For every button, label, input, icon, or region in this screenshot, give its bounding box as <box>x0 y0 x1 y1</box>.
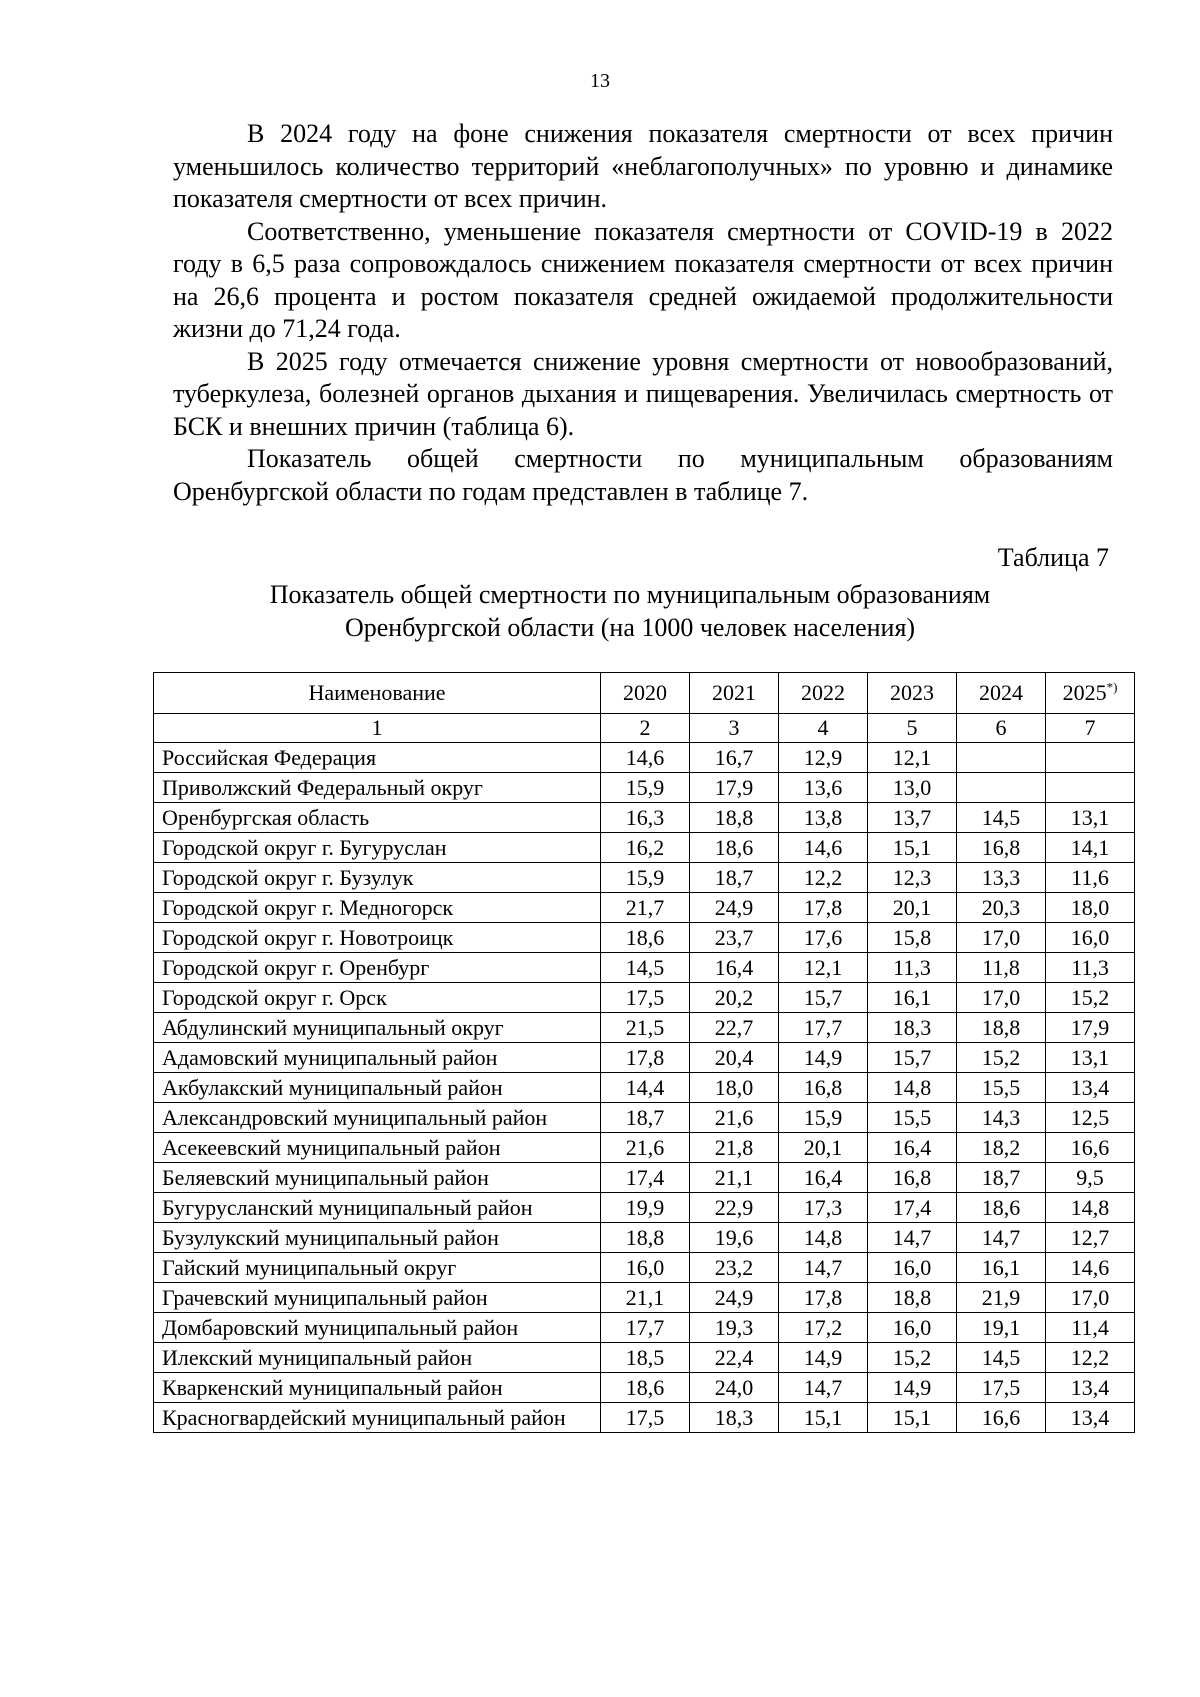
column-index: 2 <box>601 714 690 743</box>
page-number: 13 <box>590 70 610 92</box>
value-cell: 17,3 <box>779 1193 868 1223</box>
value-cell: 16,6 <box>1046 1133 1135 1163</box>
table-row <box>154 893 1135 923</box>
value-cell: 16,0 <box>868 1313 957 1343</box>
value-cell: 21,5 <box>601 1013 690 1043</box>
header-year: 2022 <box>779 673 868 714</box>
territory-name-cell: Приволжский Федеральный округ <box>154 773 601 803</box>
value-cell <box>957 743 1046 773</box>
value-cell: 16,8 <box>957 833 1046 863</box>
column-index-row <box>154 714 1135 743</box>
value-cell: 13,3 <box>957 863 1046 893</box>
territory-name-cell: Оренбургская область <box>154 803 601 833</box>
value-cell: 14,1 <box>1046 833 1135 863</box>
value-cell: 14,7 <box>779 1253 868 1283</box>
table-row <box>154 1343 1135 1373</box>
value-cell: 12,1 <box>868 743 957 773</box>
value-cell: 13,0 <box>868 773 957 803</box>
table-row <box>154 983 1135 1013</box>
value-cell: 12,5 <box>1046 1103 1135 1133</box>
value-cell: 17,5 <box>957 1373 1046 1403</box>
table-row <box>154 1103 1135 1133</box>
territory-name-cell: Беляевский муниципальный район <box>154 1163 601 1193</box>
value-cell: 13,7 <box>868 803 957 833</box>
territory-name-cell: Домбаровский муниципальный район <box>154 1313 601 1343</box>
header-year: 2020 <box>601 673 690 714</box>
value-cell: 15,8 <box>868 923 957 953</box>
table-header-row <box>154 673 1135 714</box>
header-name: Наименование <box>154 673 601 714</box>
header-year: 2024 <box>957 673 1046 714</box>
value-cell: 14,9 <box>779 1043 868 1073</box>
value-cell: 18,6 <box>690 833 779 863</box>
value-cell: 16,4 <box>690 953 779 983</box>
value-cell: 18,6 <box>601 923 690 953</box>
value-cell: 23,2 <box>690 1253 779 1283</box>
value-cell: 18,3 <box>868 1013 957 1043</box>
value-cell: 16,1 <box>868 983 957 1013</box>
table-row <box>154 923 1135 953</box>
column-index: 5 <box>868 714 957 743</box>
value-cell: 19,9 <box>601 1193 690 1223</box>
value-cell: 24,9 <box>690 1283 779 1313</box>
value-cell: 15,5 <box>957 1073 1046 1103</box>
value-cell: 14,9 <box>868 1373 957 1403</box>
value-cell: 14,5 <box>957 803 1046 833</box>
value-cell: 22,9 <box>690 1193 779 1223</box>
table-row <box>154 1403 1135 1433</box>
value-cell: 20,2 <box>690 983 779 1013</box>
territory-name-cell: Бузулукский муниципальный район <box>154 1223 601 1253</box>
table-row <box>154 1073 1135 1103</box>
value-cell: 22,4 <box>690 1343 779 1373</box>
value-cell: 14,8 <box>779 1223 868 1253</box>
value-cell: 13,4 <box>1046 1073 1135 1103</box>
paragraph: Показатель общей смертности по муниципальным образованиям Оренбургской области по годам представлен в таблице 7. <box>173 444 1113 506</box>
value-cell: 16,2 <box>601 833 690 863</box>
value-cell: 21,6 <box>601 1133 690 1163</box>
table-row <box>154 1193 1135 1223</box>
value-cell: 18,2 <box>957 1133 1046 1163</box>
value-cell: 12,2 <box>1046 1343 1135 1373</box>
value-cell: 15,2 <box>1046 983 1135 1013</box>
value-cell: 17,7 <box>601 1313 690 1343</box>
value-cell: 12,2 <box>779 863 868 893</box>
value-cell: 23,7 <box>690 923 779 953</box>
territory-name-cell: Акбулакский муниципальный район <box>154 1073 601 1103</box>
header-year <box>1046 673 1135 714</box>
table-row <box>154 1373 1135 1403</box>
value-cell: 18,6 <box>601 1373 690 1403</box>
paragraph: В 2025 году отмечается снижение уровня смертности от новообразований, туберкулеза, болезней органов дыхания и пищеварения. Увеличилась смертность от БСК и внешних причин (таблица 6). <box>173 346 1113 441</box>
value-cell: 11,3 <box>868 953 957 983</box>
value-cell: 14,7 <box>957 1223 1046 1253</box>
value-cell: 18,7 <box>601 1103 690 1133</box>
territory-name-cell: Городской округ г. Оренбург <box>154 953 601 983</box>
value-cell: 11,8 <box>957 953 1046 983</box>
table-row <box>154 1043 1135 1073</box>
footnote-mark: *) <box>1106 679 1118 695</box>
value-cell: 18,5 <box>601 1343 690 1373</box>
value-cell: 18,7 <box>690 863 779 893</box>
value-cell: 16,0 <box>868 1253 957 1283</box>
territory-name-cell: Городской округ г. Бугуруслан <box>154 833 601 863</box>
table-title: Показатель общей смертности по муниципальным образованиям Оренбургской области (на 1000 человек населения) <box>269 580 991 642</box>
value-cell: 14,9 <box>779 1343 868 1373</box>
value-cell: 14,8 <box>1046 1193 1135 1223</box>
value-cell: 15,1 <box>868 1403 957 1433</box>
value-cell: 13,6 <box>779 773 868 803</box>
value-cell: 17,8 <box>779 893 868 923</box>
value-cell: 13,8 <box>779 803 868 833</box>
value-cell: 21,9 <box>957 1283 1046 1313</box>
value-cell: 16,6 <box>957 1403 1046 1433</box>
territory-name-cell: Российская Федерация <box>154 743 601 773</box>
table-row <box>154 743 1135 773</box>
value-cell: 18,8 <box>601 1223 690 1253</box>
table-row <box>154 1133 1135 1163</box>
value-cell: 18,8 <box>868 1283 957 1313</box>
value-cell: 15,9 <box>601 863 690 893</box>
value-cell: 16,7 <box>690 743 779 773</box>
value-cell: 19,3 <box>690 1313 779 1343</box>
value-cell: 11,6 <box>1046 863 1135 893</box>
value-cell: 9,5 <box>1046 1163 1135 1193</box>
table-row <box>154 1313 1135 1343</box>
value-cell: 15,9 <box>779 1103 868 1133</box>
value-cell: 16,0 <box>601 1253 690 1283</box>
value-cell: 17,5 <box>601 1403 690 1433</box>
table-row <box>154 1163 1135 1193</box>
value-cell: 11,4 <box>1046 1313 1135 1343</box>
value-cell: 18,0 <box>1046 893 1135 923</box>
value-cell: 24,0 <box>690 1373 779 1403</box>
value-cell: 15,2 <box>868 1343 957 1373</box>
value-cell: 12,3 <box>868 863 957 893</box>
value-cell <box>1046 773 1135 803</box>
value-cell: 16,3 <box>601 803 690 833</box>
value-cell: 14,4 <box>601 1073 690 1103</box>
table-row <box>154 1223 1135 1253</box>
table-row <box>154 773 1135 803</box>
value-cell: 12,9 <box>779 743 868 773</box>
value-cell: 17,8 <box>601 1043 690 1073</box>
value-cell: 19,1 <box>957 1313 1046 1343</box>
table-row <box>154 1283 1135 1313</box>
value-cell: 13,1 <box>1046 803 1135 833</box>
value-cell: 17,8 <box>779 1283 868 1313</box>
value-cell: 20,4 <box>690 1043 779 1073</box>
table-row <box>154 863 1135 893</box>
value-cell: 16,8 <box>868 1163 957 1193</box>
value-cell: 15,5 <box>868 1103 957 1133</box>
territory-name-cell: Гайский муниципальный округ <box>154 1253 601 1283</box>
value-cell <box>1046 743 1135 773</box>
value-cell: 17,7 <box>779 1013 868 1043</box>
territory-name-cell: Илекский муниципальный район <box>154 1343 601 1373</box>
column-index: 1 <box>154 714 601 743</box>
territory-name-cell: Городской округ г. Медногорск <box>154 893 601 923</box>
value-cell: 16,1 <box>957 1253 1046 1283</box>
table-row <box>154 1013 1135 1043</box>
value-cell: 16,4 <box>779 1163 868 1193</box>
value-cell: 15,9 <box>601 773 690 803</box>
territory-name-cell: Городской округ г. Новотроицк <box>154 923 601 953</box>
territory-name-cell: Городской округ г. Бузулук <box>154 863 601 893</box>
value-cell: 14,6 <box>601 743 690 773</box>
header-year: 2023 <box>868 673 957 714</box>
value-cell: 22,7 <box>690 1013 779 1043</box>
column-index: 4 <box>779 714 868 743</box>
value-cell: 12,7 <box>1046 1223 1135 1253</box>
value-cell: 14,3 <box>957 1103 1046 1133</box>
value-cell: 14,6 <box>779 833 868 863</box>
value-cell: 21,8 <box>690 1133 779 1163</box>
territory-name-cell: Александровский муниципальный район <box>154 1103 601 1133</box>
value-cell: 14,5 <box>957 1343 1046 1373</box>
column-index: 7 <box>1046 714 1135 743</box>
value-cell: 19,6 <box>690 1223 779 1253</box>
value-cell: 20,1 <box>868 893 957 923</box>
value-cell: 17,2 <box>779 1313 868 1343</box>
paragraph: В 2024 году на фоне снижения показателя смертности от всех причин уменьшилось количество территорий «неблагополучных» по уровню и динамике показателя смертности от всех причин. <box>173 119 1113 213</box>
mortality-table <box>153 672 1135 1433</box>
value-cell: 17,9 <box>1046 1013 1135 1043</box>
value-cell: 15,7 <box>868 1043 957 1073</box>
header-year-label: 2025 <box>1062 680 1107 705</box>
value-cell: 24,9 <box>690 893 779 923</box>
value-cell: 17,6 <box>779 923 868 953</box>
body-text <box>173 118 1113 508</box>
value-cell: 21,6 <box>690 1103 779 1133</box>
value-cell: 15,1 <box>868 833 957 863</box>
territory-name-cell: Асекеевский муниципальный район <box>154 1133 601 1163</box>
value-cell: 18,0 <box>690 1073 779 1103</box>
column-index: 3 <box>690 714 779 743</box>
table-number: Таблица 7 <box>997 543 1109 572</box>
value-cell: 16,0 <box>1046 923 1135 953</box>
value-cell: 14,7 <box>868 1223 957 1253</box>
value-cell: 17,0 <box>1046 1283 1135 1313</box>
territory-name-cell: Городской округ г. Орск <box>154 983 601 1013</box>
value-cell: 14,6 <box>1046 1253 1135 1283</box>
territory-name-cell: Бугурусланский муниципальный район <box>154 1193 601 1223</box>
value-cell: 20,1 <box>779 1133 868 1163</box>
value-cell: 21,7 <box>601 893 690 923</box>
value-cell: 17,5 <box>601 983 690 1013</box>
territory-name-cell: Адамовский муниципальный район <box>154 1043 601 1073</box>
value-cell: 17,4 <box>868 1193 957 1223</box>
value-cell: 13,1 <box>1046 1043 1135 1073</box>
value-cell: 17,0 <box>957 923 1046 953</box>
table-row <box>154 803 1135 833</box>
value-cell: 11,3 <box>1046 953 1135 983</box>
table-row <box>154 1253 1135 1283</box>
value-cell: 13,4 <box>1046 1403 1135 1433</box>
territory-name-cell: Абдулинский муниципальный округ <box>154 1013 601 1043</box>
value-cell: 16,8 <box>779 1073 868 1103</box>
paragraph: Соответственно, уменьшение показателя смертности от COVID-19 в 2022 году в 6,5 раза сопровождалось снижением показателя смертности от всех причин на 26,6 процента и ростом показателя средней ожидаемой продолжительности жизни до 71,24 года. <box>173 216 1113 343</box>
value-cell: 20,3 <box>957 893 1046 923</box>
value-cell: 18,8 <box>690 803 779 833</box>
value-cell: 14,5 <box>601 953 690 983</box>
territory-name-cell: Грачевский муниципальный район <box>154 1283 601 1313</box>
value-cell: 18,6 <box>957 1193 1046 1223</box>
value-cell: 16,4 <box>868 1133 957 1163</box>
value-cell: 15,2 <box>957 1043 1046 1073</box>
value-cell: 17,4 <box>601 1163 690 1193</box>
value-cell: 21,1 <box>690 1163 779 1193</box>
column-index: 6 <box>957 714 1046 743</box>
value-cell: 14,8 <box>868 1073 957 1103</box>
value-cell: 18,3 <box>690 1403 779 1433</box>
value-cell: 15,1 <box>779 1403 868 1433</box>
value-cell: 14,7 <box>779 1373 868 1403</box>
value-cell: 21,1 <box>601 1283 690 1313</box>
territory-name-cell: Красногвардейский муниципальный район <box>154 1403 601 1433</box>
value-cell: 18,8 <box>957 1013 1046 1043</box>
table-row <box>154 833 1135 863</box>
value-cell: 18,7 <box>957 1163 1046 1193</box>
value-cell: 13,4 <box>1046 1373 1135 1403</box>
territory-name-cell: Кваркенский муниципальный район <box>154 1373 601 1403</box>
value-cell: 12,1 <box>779 953 868 983</box>
value-cell <box>957 773 1046 803</box>
value-cell: 17,0 <box>957 983 1046 1013</box>
value-cell: 17,9 <box>690 773 779 803</box>
table-row <box>154 953 1135 983</box>
value-cell: 15,7 <box>779 983 868 1013</box>
header-year: 2021 <box>690 673 779 714</box>
